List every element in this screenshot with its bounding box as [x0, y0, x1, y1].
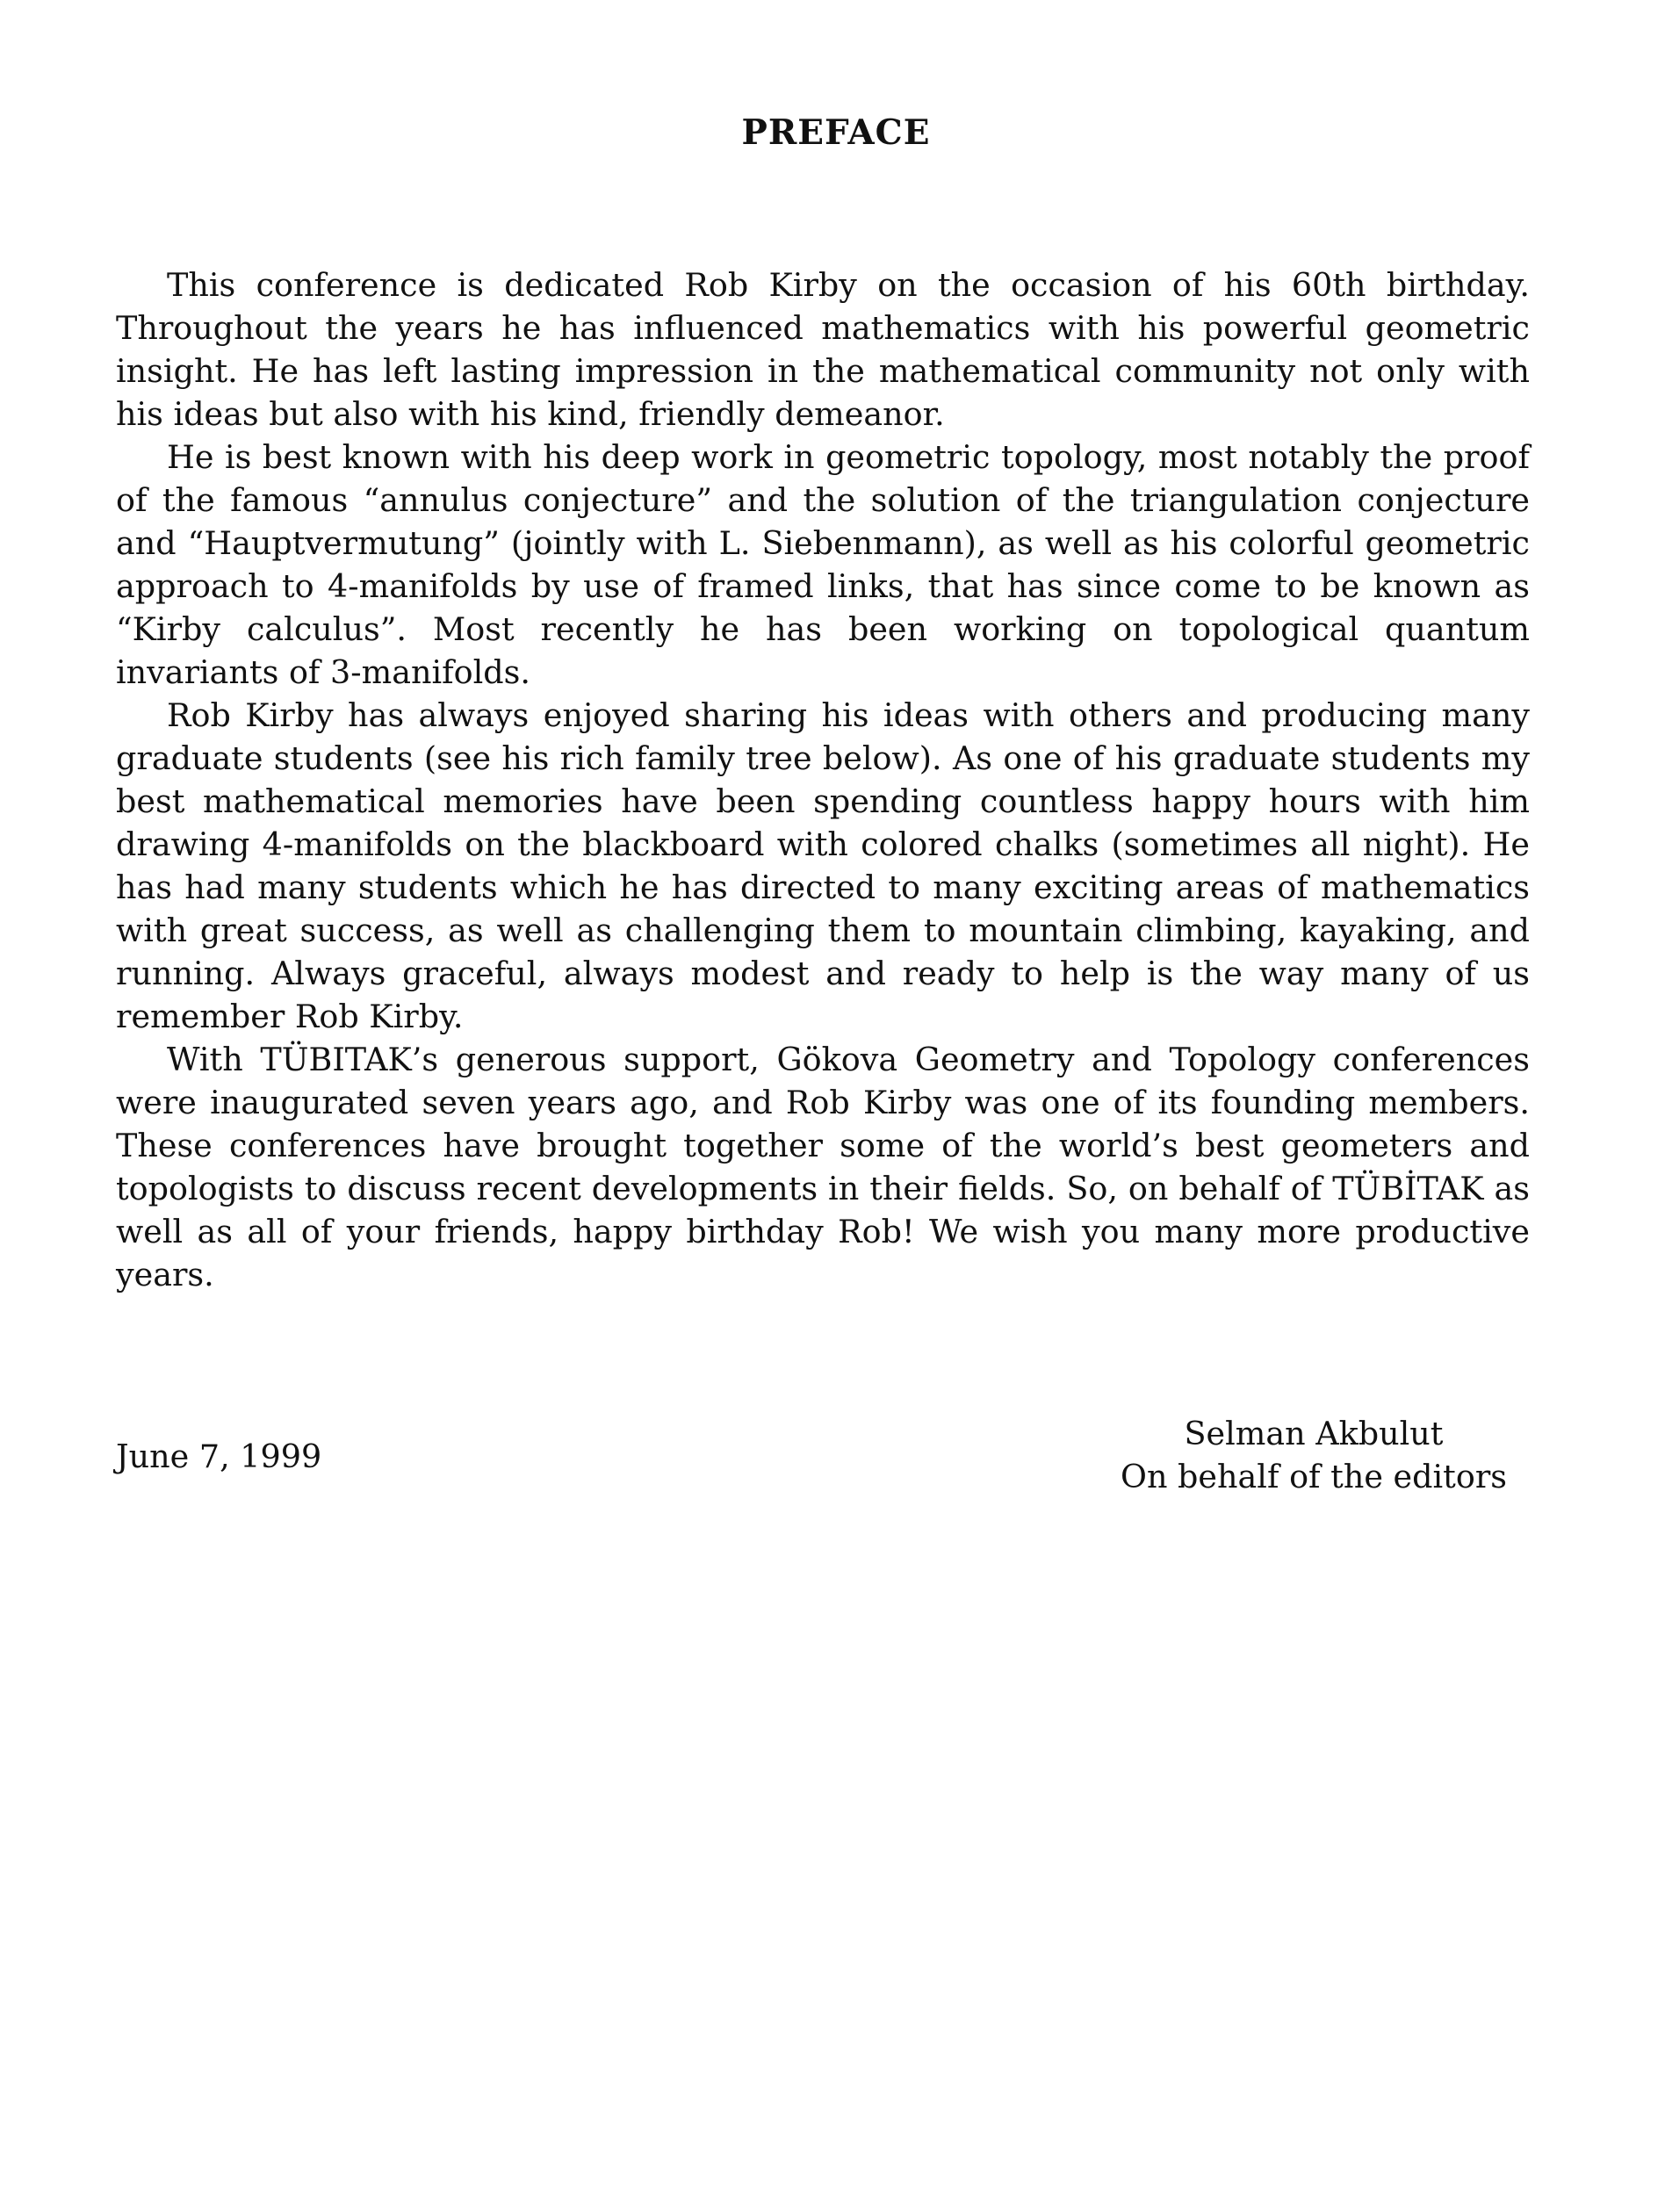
paragraph-dedication: This conference is dedicated Rob Kirby on the occasion of his 60th birthday. Throughout the years he has influenced mathematics with his powerful geometric insight. He has left lasting impression in the mathematical community not only with his ideas but also with his kind, friendly demeanor.	[116, 266, 1530, 433]
preface-date: June 7, 1999	[116, 1437, 322, 1475]
signature-role: On behalf of the editors	[1121, 1458, 1507, 1495]
page-title: PREFACE	[741, 112, 931, 153]
signature-block	[1121, 1412, 1507, 1498]
paragraph-students: Rob Kirby has always enjoyed sharing his ideas with others and producing many graduate students (see his rich family tree below). As one of his graduate students my best mathematical memories have been spending countless happy hours with him drawing 4-manifolds on the blackboard with colored chalks (sometimes all night). He has had many students which he has directed to many exciting areas of mathematics with great success, as well as challenging them to mountain climbing, kayaking, and running. Always graceful, always modest and ready to help is the way many of us remember Rob Kirby.	[116, 696, 1530, 1035]
paragraph-conferences: With TÜBITAK’s generous support, Gökova Geometry and Topology conferences were inaugurated seven years ago, and Rob Kirby was one of its founding members. These conferences have brought together some of the world’s best geometers and topologists to discuss recent developments in their fields. So, on behalf of TÜBİTAK as well as all of your friends, happy birthday Rob! We wish you many more productive years.	[116, 1041, 1530, 1293]
paragraph-work: He is best known with his deep work in geometric topology, most notably the proof of the famous “annulus conjecture” and the solution of the triangulation conjecture and “Hauptvermutung” (jointly with L. Siebenmann), as well as his colorful geometric approach to 4-manifolds by use of framed links, that has since come to be known as “Kirby calculus”. Most recently he has been working on topological quantum invariants of 3-manifolds.	[116, 438, 1530, 691]
signature-name: Selman Akbulut	[1184, 1415, 1444, 1452]
preface-body	[116, 263, 1530, 1296]
